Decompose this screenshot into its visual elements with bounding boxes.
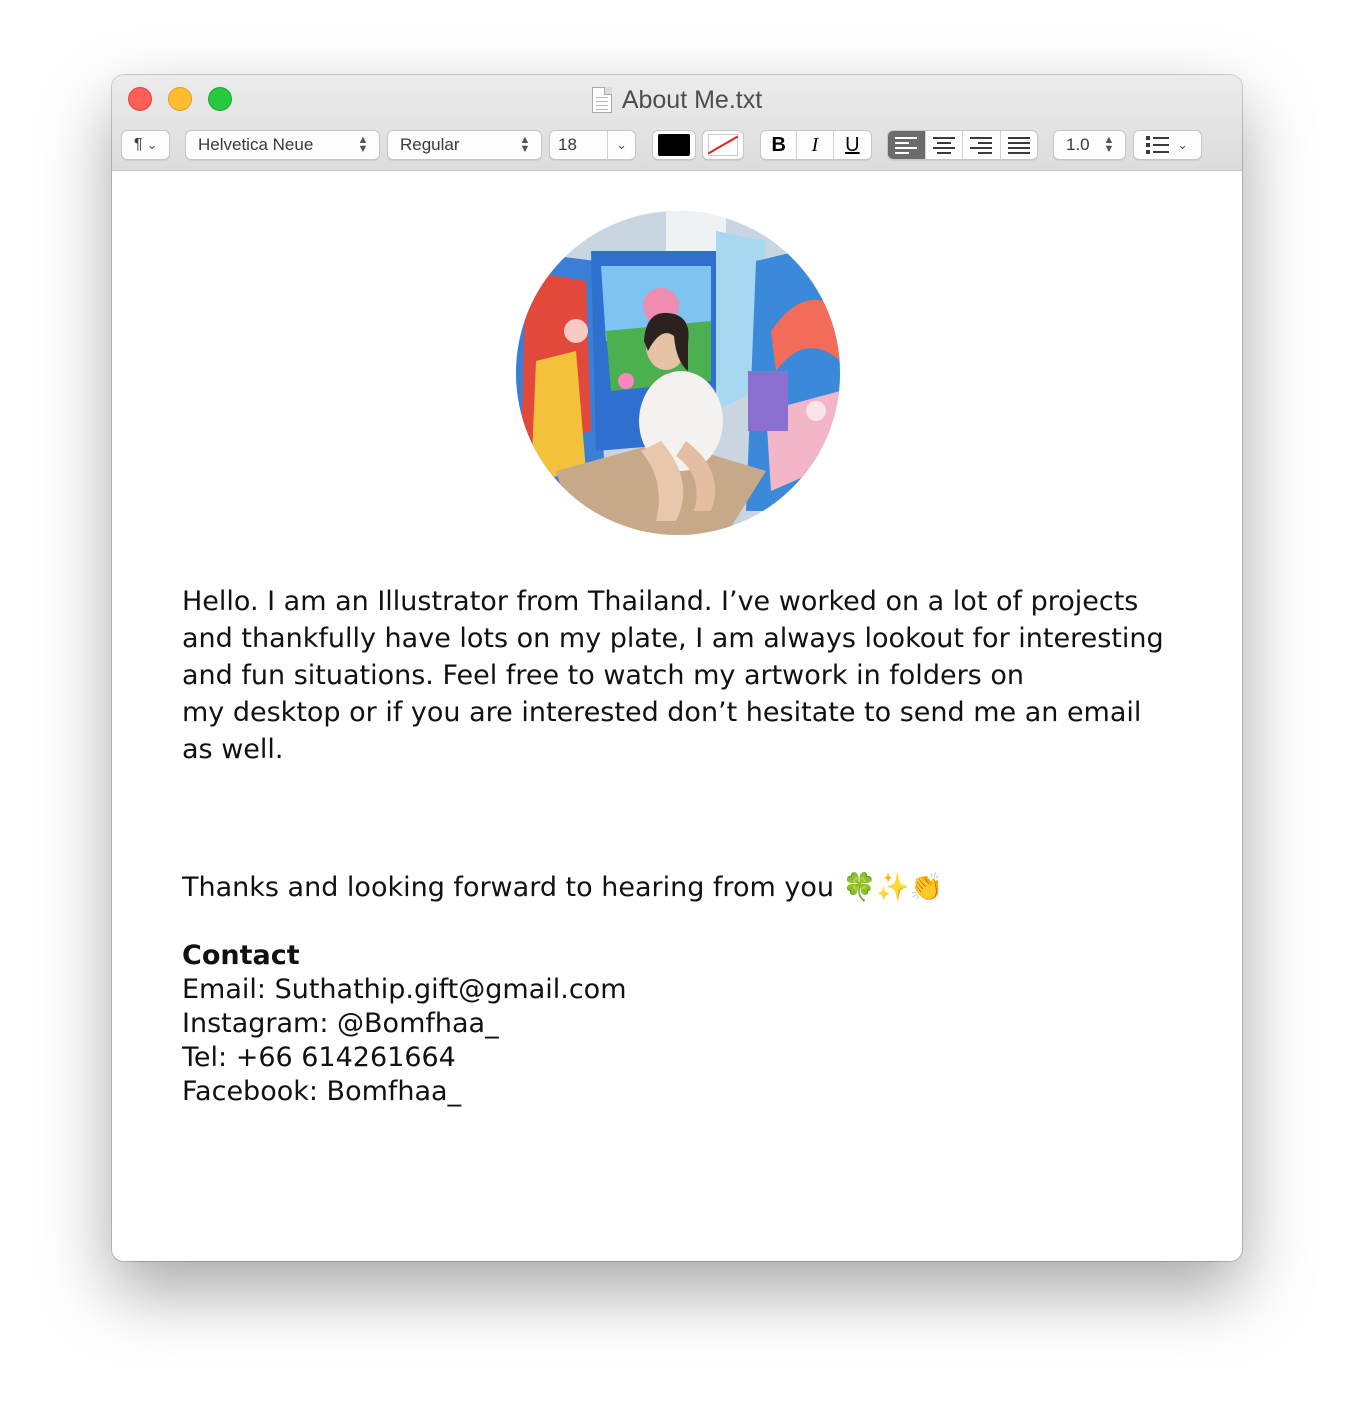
- updown-arrows-icon: ▲ ▼: [357, 134, 369, 155]
- updown-arrows-icon: ▲ ▼: [1103, 134, 1115, 155]
- document-body[interactable]: [112, 171, 1242, 1261]
- list-bullets-menu[interactable]: [1133, 130, 1202, 160]
- underline-button[interactable]: U: [845, 133, 860, 156]
- intro-line: and fun situations. Feel free to watch my artwork in folders on: [182, 660, 1024, 691]
- align-center-icon: [933, 134, 955, 157]
- text-style-buttons: [760, 130, 872, 160]
- profile-photo: [516, 211, 840, 535]
- intro-line: as well.: [182, 734, 284, 765]
- align-justify-icon: [1008, 134, 1030, 157]
- contact-tel: Tel: +66 614261664: [182, 1042, 456, 1073]
- bulleted-list-icon: [1134, 136, 1169, 154]
- font-style-value: Regular: [400, 135, 460, 154]
- text-color-swatch: [658, 134, 690, 156]
- justify-button[interactable]: [1001, 131, 1038, 159]
- intro-paragraph: [182, 583, 1192, 768]
- format-toolbar: [112, 130, 1242, 162]
- font-family-value: Helvetica Neue: [198, 135, 314, 154]
- title-bar: [112, 75, 1242, 171]
- font-family-select[interactable]: [185, 130, 380, 160]
- window-title: About Me.txt: [621, 85, 763, 114]
- italic-button[interactable]: I: [797, 131, 833, 159]
- contact-facebook: Facebook: Bomfhaa_: [182, 1076, 462, 1107]
- text-document-icon: [592, 87, 612, 113]
- paragraph-styles-button[interactable]: [121, 130, 170, 160]
- bold-button[interactable]: B: [761, 131, 797, 159]
- textedit-window: [112, 75, 1242, 1261]
- align-center-button[interactable]: [926, 131, 964, 159]
- paragraph-icon: ¶: [134, 136, 143, 153]
- contact-block: [182, 939, 1192, 1109]
- intro-line: Hello. I am an Illustrator from Thailand. I’ve worked on a lot of projects: [182, 586, 1139, 617]
- chevron-down-icon: ⌄: [1177, 137, 1188, 152]
- font-style-select[interactable]: [387, 130, 542, 160]
- chevron-down-icon: ⌄: [616, 137, 627, 152]
- updown-arrows-icon: ▲ ▼: [519, 134, 531, 155]
- font-size-combo[interactable]: [549, 130, 636, 160]
- chevron-down-icon: ⌄: [146, 137, 158, 152]
- background-color-well[interactable]: [702, 130, 744, 160]
- contact-email: Email: Suthathip.gift@gmail.com: [182, 974, 627, 1005]
- align-left-button[interactable]: [888, 131, 926, 159]
- intro-line: and thankfully have lots on my plate, I am always lookout for interesting: [182, 623, 1164, 654]
- thanks-line: Thanks and looking forward to hearing from you 🍀✨👏: [182, 872, 944, 903]
- align-right-icon: [970, 134, 992, 157]
- window-title-group: [112, 83, 1242, 117]
- line-spacing-value: 1.0: [1066, 135, 1090, 154]
- text-color-well[interactable]: [652, 130, 696, 160]
- contact-heading: Contact: [182, 940, 300, 971]
- align-right-button[interactable]: [963, 131, 1001, 159]
- contact-instagram: Instagram: @Bomfhaa_: [182, 1008, 499, 1039]
- no-color-swatch-icon: [708, 134, 738, 156]
- align-left-icon: [895, 134, 917, 157]
- alignment-buttons: [887, 130, 1038, 160]
- font-size-value: 18: [550, 131, 608, 159]
- line-spacing-select[interactable]: [1053, 130, 1126, 160]
- intro-line: my desktop or if you are interested don’t hesitate to send me an email: [182, 697, 1142, 728]
